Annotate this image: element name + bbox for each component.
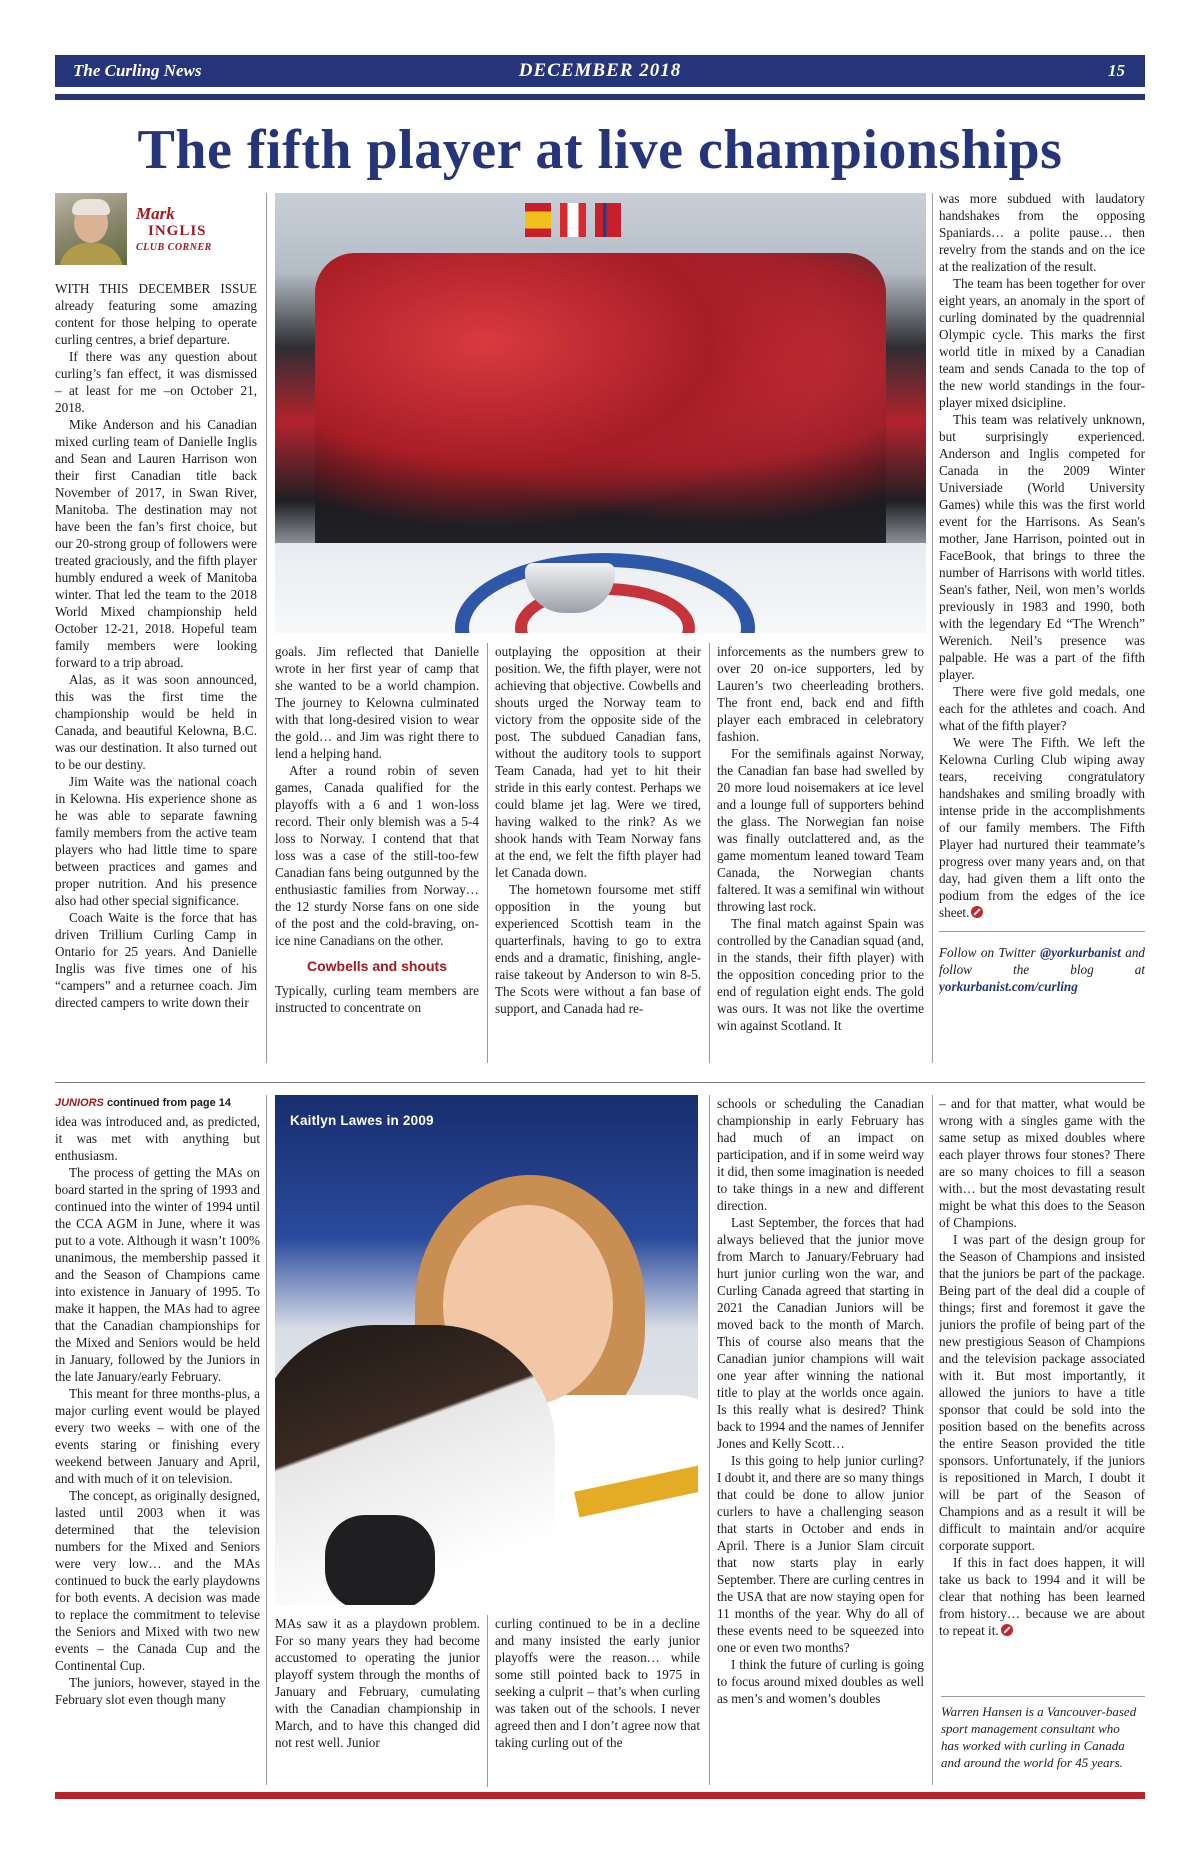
section-divider bbox=[55, 1082, 1145, 1083]
column-name: CLUB CORNER bbox=[136, 242, 212, 253]
follow-rule bbox=[939, 931, 1145, 932]
author-first-name: Mark bbox=[136, 204, 175, 223]
paragraph: Is this going to help junior curling? I doubt it, and there are so many things that could be done to allow junior curlers to have a challenging season that starts in October and ends in April. There is a Junior Slam circuit that now starts play in early September. There are curling centres in the USA that are now staying open for 11 months of the year. Why do all of these events need to be squeezed into one or even two months? bbox=[717, 1453, 924, 1655]
paragraph-text: If this in fact does happen, it will take us back to 1994 and it will be clear that nothing has been learned from history… because we are about to repeat it. bbox=[939, 1555, 1145, 1638]
column-divider bbox=[709, 1095, 710, 1785]
paragraph: Jim Waite was the national coach in Kelowna. His experience shone as he was able to separate fawning family members from the active team players who had little time to spare between practices and games and proper nutrition. And his presence also had other special significance. bbox=[55, 774, 257, 908]
article-column-4 bbox=[717, 643, 924, 1063]
article-column-3 bbox=[495, 643, 701, 1063]
paragraph: For the semifinals against Norway, the Canadian fan base had swelled by 20 more loud noisemakers at ice level and a lounge full of supporters behind the glass. The Norwegian fan noise was finally outclattered and, as the game momentum leaned toward Team Canada, the Norwegian chants faltered. It was a semifinal win without throwing last rock. bbox=[717, 746, 924, 914]
paragraph: There were five gold medals, one each for the athletes and coach. And what of the fifth player? bbox=[939, 684, 1145, 733]
paragraph: curling continued to be in a decline and many insisted the early junior playoffs were the reason… while some still pointed back to 1975 in seeking a culprit – that’s when curling was taken out of the schools. I never agreed then and I don’t agree now that taking curling out of the bbox=[495, 1616, 700, 1750]
paragraph: WITH THIS DECEMBER ISSUE already featuring some amazing content for those helping to operate curling centres, a brief departure. bbox=[55, 281, 257, 347]
juniors-column-1 bbox=[55, 1113, 260, 1783]
page-number: 15 bbox=[1108, 61, 1125, 80]
paragraph: If there was any question about curling’s fan effect, it was dismissed – at least for me –on October 21, 2018. bbox=[55, 349, 257, 415]
paragraph: inforcements as the numbers grew to over 20 on-ice supporters, led by Lauren’s two cheerleading brothers. The front end, back end and fifth player each embraced in celebratory fashion. bbox=[717, 644, 924, 744]
continued-note bbox=[55, 1097, 231, 1109]
column-divider bbox=[932, 193, 933, 1063]
paragraph: The hometown foursome met stiff opposition in the young but experienced Scottish team in the quarterfinals, having to go to extra ends and a dramatic, finishing, angle-raise takeout by Anderson to win 8-5. The Scots were without a fan base of support, and Canada had re- bbox=[495, 882, 701, 1016]
author-last-name: INGLIS bbox=[148, 223, 207, 239]
paragraph: This team was relatively unknown, but surprisingly experienced. Anderson and Inglis competed for Canada in the 2009 Winter Universiade (World University Games) while this was the first world event for the Harrisons. As Sean's mother, Jane Harrison, pointed out in FaceBook, that brings to three the number of Harrisons with world titles. Sean's father, Neil, won men’s worlds previously in 1983 and 1990, both with the legendary Ed “The Wrench” Werenich. Neil’s presence was palpable. He was a part of the fifth player. bbox=[939, 412, 1145, 682]
follow-mid: and follow the blog at bbox=[939, 945, 1145, 977]
issue-date: DECEMBER 2018 bbox=[518, 60, 682, 81]
follow-prefix: Follow on Twitter bbox=[939, 945, 1041, 960]
footer-rule bbox=[55, 1792, 1145, 1799]
paragraph: outplaying the opposition at their position. We, the fifth player, were not achieving that objective. Cowbells and shouts urged the Norway team to victory from the opposite side of the post. The subdued Canadian fans, without the auditory tools to support Team Canada, had yet to hit their stride in this early contest. Perhaps we could blame jet lag. Were we tired, having walked to the rink? As we shook hands with Team Norway fans at the end, we felt the fifth player had let Canada down. bbox=[495, 644, 701, 880]
article-column-1 bbox=[55, 280, 257, 1062]
paragraph: The juniors, however, stayed in the February slot even though many bbox=[55, 1675, 260, 1707]
column-divider bbox=[932, 1095, 933, 1785]
column-divider bbox=[487, 1615, 488, 1787]
paragraph bbox=[939, 734, 1145, 921]
paragraph: Alas, as it was soon announced, this was the first time the championship would be held in Canada, and beautiful Kelowna, B.C. was our destination. It also turned out to be our destiny. bbox=[55, 672, 257, 772]
end-mark-icon bbox=[971, 906, 983, 918]
blog-link[interactable]: yorkurbanist.com/curling bbox=[939, 979, 1078, 994]
juniors-column-4 bbox=[717, 1095, 924, 1787]
article-column-5 bbox=[939, 190, 1145, 1070]
continued-text: continued from page 14 bbox=[103, 1097, 232, 1109]
paragraph: I was part of the design group for the Season of Champions and insisted that the juniors be part of the package. Being part of the deal did a couple of things; first and foremost it gave the juniors the profile of being part of the new prestigious Season of Champions and the television package associated with it. But most importantly, it allowed the juniors to have a title sponsor that could be sold into the position based on the benefits across the entire Season provided the title sponsors. Unfortunately, if the juniors is repositioned in March, I doubt it will be part of the Season of Champions and as a result it will be difficult to maintain and/or acquire corporate support. bbox=[939, 1232, 1145, 1553]
paragraph: I think the future of curling is going to focus around mixed doubles as well as men’s and women’s doubles bbox=[717, 1657, 924, 1706]
continued-section-name: JUNIORS bbox=[55, 1097, 104, 1109]
paragraph: – and for that matter, what would be wrong with a singles game with the same setup as mixed doubles where each player throws four stones? There are so many choices to fill a season with… but the most devastating result might be what this does to the Season of Champions. bbox=[939, 1096, 1145, 1230]
paragraph-text: We were The Fifth. We left the Kelowna Curling Club wiping away tears, receiving congratulatory handshakes and smiling broadly with intense pride in the accomplishments of our family members. The Fifth Player had nurtured their teammate’s progress over many years and, on that day, had given them a lift onto the podium from the edges of the ice sheet. bbox=[939, 735, 1145, 920]
juniors-column-5 bbox=[939, 1095, 1145, 1690]
paragraph: was more subdued with laudatory handshakes from the opposing Spaniards… a polite pause… then revelry from the stands and on the ice at the realization of the result. bbox=[939, 191, 1145, 274]
twitter-handle-link[interactable]: @yorkurbanist bbox=[1040, 945, 1121, 960]
paragraph: The process of getting the MAs on board started in the spring of 1993 and continued into the winter of 1994 until the CCA AGM in June, where it was put to a vote. Although it wasn’t 100% unanimous, the membership passed it and the Season of Champions came into existence in January of 1995. To make it happen, the MAs had to agree that the Canadian championships for the Mixed and Seniors would be held in January, followed by the Juniors in the late January/early February. bbox=[55, 1165, 260, 1384]
paragraph: schools or scheduling the Canadian championship in early February has had much of an impact on participation, and if in some weird way it did, then some imagination is needed to take things in a new and different direction. bbox=[717, 1096, 924, 1213]
follow-note bbox=[939, 944, 1145, 995]
paragraph: Mike Anderson and his Canadian mixed curling team of Danielle Inglis and Sean and Lauren Harrison won their first Canadian title back November of 2017, in Swan River, Manitoba. The destination may not have been the fan’s first choice, but our 20-strong group of followers were treated graciously, and the fifth player humbly endured a week of Manitoba winter. That led the team to the 2018 World Mixed championship held October 12-21, 2018. Hopeful team family members were looking forward to a trip abroad. bbox=[55, 417, 257, 670]
author-bio: Warren Hansen is a Vancouver-based sport management consultant who has worked with curling in Canada and around the world for 45 years. bbox=[941, 1704, 1137, 1770]
header-rule bbox=[55, 94, 1145, 100]
headline: The fifth player at live championships bbox=[137, 119, 1063, 181]
juniors-column-2 bbox=[275, 1615, 480, 1787]
paragraph: This meant for three months-plus, a major curling event would be played every two weeks – with one of the events staring or finishing every weekend between January and April, and with much of it on television. bbox=[55, 1386, 260, 1486]
subhead: Cowbells and shouts bbox=[306, 958, 447, 974]
paragraph: Typically, curling team members are instructed to concentrate on bbox=[275, 983, 479, 1015]
team-canada-photo bbox=[275, 193, 926, 633]
masthead-bar bbox=[55, 55, 1145, 87]
paragraph: The final match against Spain was controlled by the Canadian squad (and, in the stands, their fifth player) with the opposition conceding prior to the end of regulation eight ends. The gold was ours. It was not like the overtime win against Scotland. It bbox=[717, 916, 924, 1033]
paragraph: idea was introduced and, as predicted, it was met with anything but enthusiasm. bbox=[55, 1114, 260, 1163]
column-divider bbox=[487, 643, 488, 1063]
paragraph: goals. Jim reflected that Danielle wrote in her first year of camp that she wanted to be a world champion. The journey to Kelowna culminated with that long-desired vision to wear the gold… and Jim was right there to lend a helping hand. bbox=[275, 644, 479, 761]
paragraph: The concept, as originally designed, lasted until 2003 when it was determined that the television numbers for the Mixed and Seniors were very low… and the MAs continued to buck the early playdowns for both events. A decision was made to replace the commitment to televise the Seniors and Mixed with two new events – the Canada Cup and the Continental Cup. bbox=[55, 1488, 260, 1673]
signoff-rule bbox=[941, 1696, 1145, 1697]
column-divider bbox=[709, 643, 710, 1063]
paragraph: The team has been together for over eight years, an anomaly in the sport of curling dominated by the quadrennial Olympic cycle. This marks the first world title in mixed by a Canadian team and sends Canada to the top of the new world standings in the four-player mixed dsicipline. bbox=[939, 276, 1145, 410]
publication-name: The Curling News bbox=[73, 61, 202, 80]
photo-caption: Kaitlyn Lawes in 2009 bbox=[290, 1113, 434, 1128]
article-column-2 bbox=[275, 643, 479, 1063]
paragraph: Last September, the forces that had always believed that the junior move from March to January/February had hurt junior curling won the war, and Curling Canada agreed that starting in 2021 the Canadian Juniors will be moved back to the month of March. This of course also means that the Canadian junior champions will wait one year after winning the national title to play at the worlds once again. Is this really what is desired? Think back to 1994 and the names of Jennifer Jones and Kelly Scott… bbox=[717, 1215, 924, 1451]
paragraph: After a round robin of seven games, Canada qualified for the playoffs with a 6 and 1 won-loss record. Their only blemish was a 5-4 loss to Norway. I contend that that loss was a case of the still-too-few Canadian fans being outgunned by the enthusiastic families from Norway… the 12 sturdy Norse fans on one side of the post and the cold-braving, on-ice nine Canadians on the other. bbox=[275, 763, 479, 948]
author-photo bbox=[55, 193, 127, 265]
column-divider bbox=[266, 193, 267, 1063]
paragraph: MAs saw it as a playdown problem. For so many years they had become accustomed to operating the junior playoff system through the months of January and February, cumulating with the Canadian championship in March, and to have this changed did not rest well. Junior bbox=[275, 1616, 480, 1750]
paragraph: Coach Waite is the force that has driven Trillium Curling Camp in Ontario for 25 years. And Danielle Inglis was five times one of his “campers” and a returnee coach. Jim directed campers to write down their bbox=[55, 910, 257, 1010]
end-mark-icon bbox=[1001, 1624, 1013, 1636]
paragraph bbox=[939, 1554, 1145, 1639]
column-divider bbox=[266, 1095, 267, 1785]
juniors-column-3 bbox=[495, 1615, 700, 1787]
kaitlyn-lawes-photo bbox=[275, 1095, 698, 1605]
